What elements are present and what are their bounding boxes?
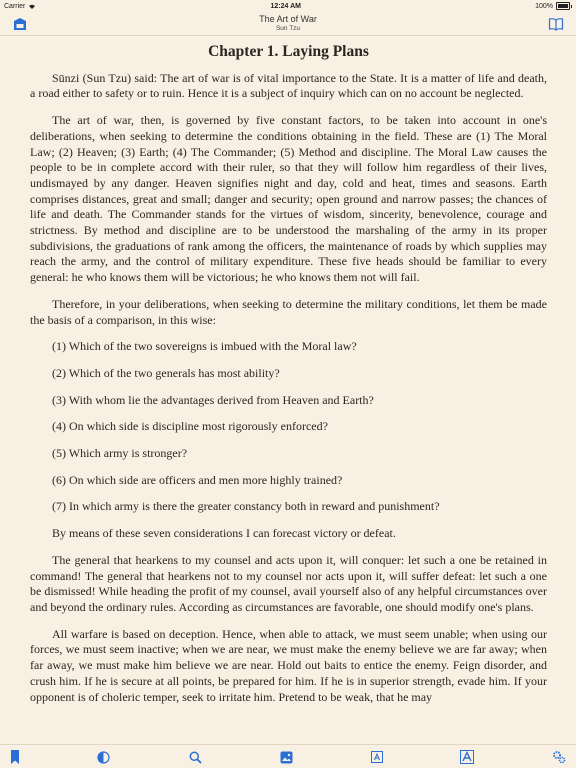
status-time: 12:24 AM <box>270 2 301 10</box>
image-button[interactable] <box>279 750 293 764</box>
nav-bar <box>0 12 576 36</box>
question-item: (5) Which army is stronger? <box>52 446 188 461</box>
gears-icon <box>552 750 566 764</box>
paragraph: All warfare is based on deception. Hence, when able to attack, we must seem unable; when using our forces, we must seem inactive; when we are near, we must make the enemy believe we are far away; when far away, we must make him believe we are near. Hold out baits to entice the enemy. Feign disorder, and crush him. If he is secure at all points, be prepared for him. If he is in superior strength, evade him. If your opponent is of choleric temper, seek to irritate him. Pretend to be weak, that he may <box>30 626 547 704</box>
table-of-contents-button[interactable] <box>548 16 564 32</box>
paragraph: Therefore, in your deliberations, when seeking to determine the military conditions, let them be made the basis of a comparison, in this wise: <box>30 296 547 327</box>
wifi-icon <box>28 3 36 9</box>
bookmark-button[interactable] <box>8 750 22 764</box>
contrast-icon <box>97 751 110 764</box>
font-increase-icon <box>460 750 474 764</box>
paragraph: By means of these seven considerations I can forecast victory or defeat. <box>52 526 396 541</box>
battery-cap <box>571 5 572 8</box>
question-item: (4) On which side is discipline most rigorously enforced? <box>52 419 328 434</box>
search-icon <box>189 751 202 764</box>
search-button[interactable] <box>188 750 202 764</box>
status-right <box>535 2 572 10</box>
paragraph: The general that hearkens to my counsel and acts upon it, will conquer: let such a one be retained in command! The general that hearkens not to my counsel nor acts upon it, will suffer defeat: let such a one be dismissed! While heading the profit of my counsel, avail yourself also of any helpful circumstances over and beyond the ordinary rules. According as circumstances are favorable, one should modify one's plans. <box>30 552 547 614</box>
question-item: (2) Which of the two generals has most ability? <box>52 365 280 380</box>
status-bar <box>0 0 576 12</box>
bookmark-icon <box>10 750 20 764</box>
book-icon <box>548 16 564 32</box>
font-increase-button[interactable] <box>460 750 474 764</box>
paragraph: Sūnzi (Sun Tzu) said: The art of war is of vital importance to the State. It is a matter of life and death, a road either to safety or to ruin. Hence it is a subject of inquiry which can on no account be neglected. <box>30 70 547 101</box>
book-title: The Art of War <box>259 14 317 24</box>
book-author: Sun Tzu <box>275 25 301 32</box>
bottom-toolbar <box>0 744 576 768</box>
battery-icon <box>556 2 570 10</box>
reading-content[interactable] <box>30 36 547 736</box>
settings-button[interactable] <box>552 750 566 764</box>
font-decrease-icon <box>371 751 383 763</box>
carrier-label: Carrier <box>4 2 26 10</box>
battery-percent: 100% <box>535 2 553 10</box>
image-icon <box>280 751 293 764</box>
question-item: (6) On which side are officers and men more highly trained? <box>52 472 343 487</box>
chapter-title: Chapter 1. Laying Plans <box>208 43 369 60</box>
theme-button[interactable] <box>96 750 110 764</box>
font-decrease-button[interactable] <box>370 750 384 764</box>
paragraph: The art of war, then, is governed by five constant factors, to be taken into account in one's deliberations, when seeking to determine the conditions obtaining in the field. These are (1) The Moral Law; (2) Heaven; (3) Earth; (4) The Commander; (5) Method and discipline. The Moral Law causes the people to be in complete accord with their ruler, so that they will follow him regardless of their lives, undismayed by any danger. Heaven signifies night and day, cold and heat, times and seasons. Earth comprises distances, great and small; danger and security; open ground and narrow passes; the chances of life and death. The Commander stands for the virtues of wisdom, sincerity, benevolence, courage and strictness. By method and discipline are to be understood the marshaling of the army in its proper subdivisions, the graduations of rank among the officers, the maintenance of roads by which supplies may reach the army, and the control of military expenditure. These five heads should be familiar to every general: he who knows them will be victorious; he who knows them not will fail. <box>30 113 547 285</box>
status-left <box>4 3 36 10</box>
question-item: (7) In which army is there the greater constancy both in reward and punishment? <box>52 499 440 514</box>
question-item: (1) Which of the two sovereigns is imbued with the Moral law? <box>52 339 357 354</box>
question-item: (3) With whom lie the advantages derived from Heaven and Earth? <box>52 392 374 407</box>
